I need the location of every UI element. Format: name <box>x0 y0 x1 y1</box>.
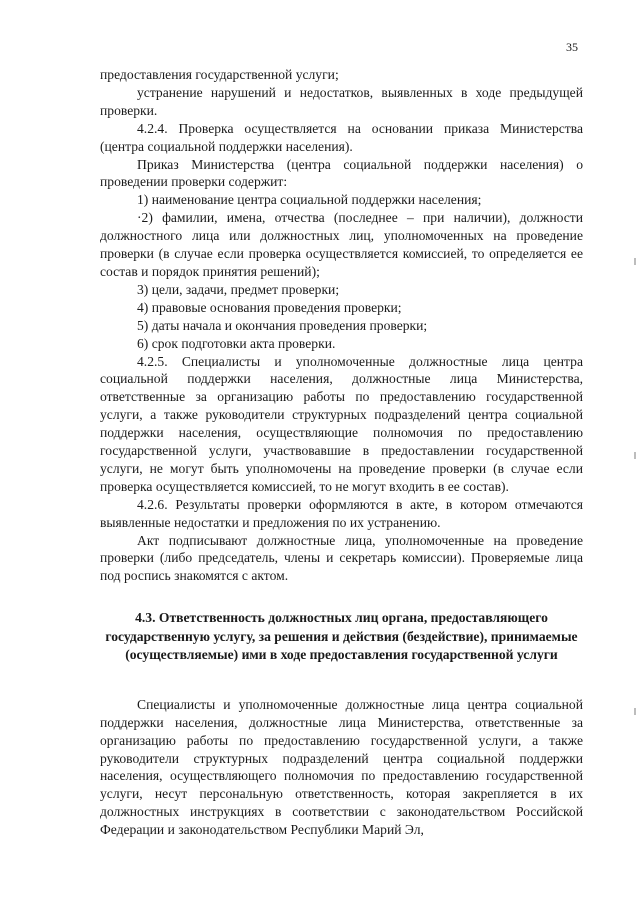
paragraph: 4.2.6. Результаты проверки оформляются в акте, в котором отмечаются выявленные недостатки и предложения по их устранению. <box>100 496 583 530</box>
paragraph: 4.2.5. Специалисты и уполномоченные должностные лица центра социальной поддержки населения, должностные лица Министерства, ответственные за организацию работы по предоставлению государственной услуги, а также руководители структурных подразделений центра социальной поддержки населения, осуществляющие полномочия по предоставлению государственной услуги, участвовавшие в предоставлении государственной услуги, не могут быть уполномочены на проведение проверки (в случае если проверка осуществляется комиссией, то не могут входить в ее состав). <box>100 353 583 494</box>
paragraph: 4.2.4. Проверка осуществляется на основании приказа Министерства (центра социальной поддержки населения). <box>100 120 583 154</box>
scan-margin-mark <box>634 258 636 265</box>
paragraph: Приказ Министерства (центра социальной поддержки населения) о проведении проверки содержит: <box>100 156 583 190</box>
list-item: 6) срок подготовки акта проверки. <box>137 335 336 351</box>
list-item: 5) даты начала и окончания проведения проверки; <box>137 317 428 333</box>
paragraph: Акт подписывают должностные лица, уполномоченные на проведение проверки (либо председатель, члены и секретарь комиссии). Проверяемые лица под роспись знакомятся с актом. <box>100 532 583 584</box>
list-item: 4) правовые основания проведения проверки; <box>137 299 402 315</box>
list-item: 1) наименование центра социальной поддержки населения; <box>137 192 482 208</box>
page-body <box>100 66 583 839</box>
scan-margin-mark <box>634 708 636 715</box>
paragraph: предоставления государственной услуги; <box>100 67 339 82</box>
scan-margin-mark <box>634 452 636 459</box>
paragraph: Специалисты и уполномоченные должностные лица центра социальной поддержки населения, должностные лица Министерства, ответственные за организацию работы по предоставлению государственной услуги, а также руководители структурных подразделений центра социальной поддержки населения, осуществляющего полномочия по предоставлению государственной услуги, несут персональную ответственность, которая закрепляется в их должностных инструкциях в соответствии с законодательством Российской Федерации и законодательством Республики Марий Эл, <box>100 696 583 838</box>
page-number: 35 <box>566 40 578 54</box>
paragraph: устранение нарушений и недостатков, выявленных в ходе предыдущей проверки. <box>100 84 583 118</box>
list-item: ·2) фамилии, имена, отчества (последнее – при наличии), должности должностного лица или должностных лиц, уполномоченных на проведение проверки (в случае если проверка осуществляется комиссией, то определяется ее состав и порядок принятия решений); <box>100 210 583 279</box>
list-item: 3) цели, задачи, предмет проверки; <box>137 281 340 297</box>
section-heading: 4.3. Ответственность должностных лиц органа, предоставляющего государственную услугу, за решения и действия (бездействие), принимаемые (осуществляемые) ими в ходе предоставления государственной услуги <box>105 610 578 663</box>
